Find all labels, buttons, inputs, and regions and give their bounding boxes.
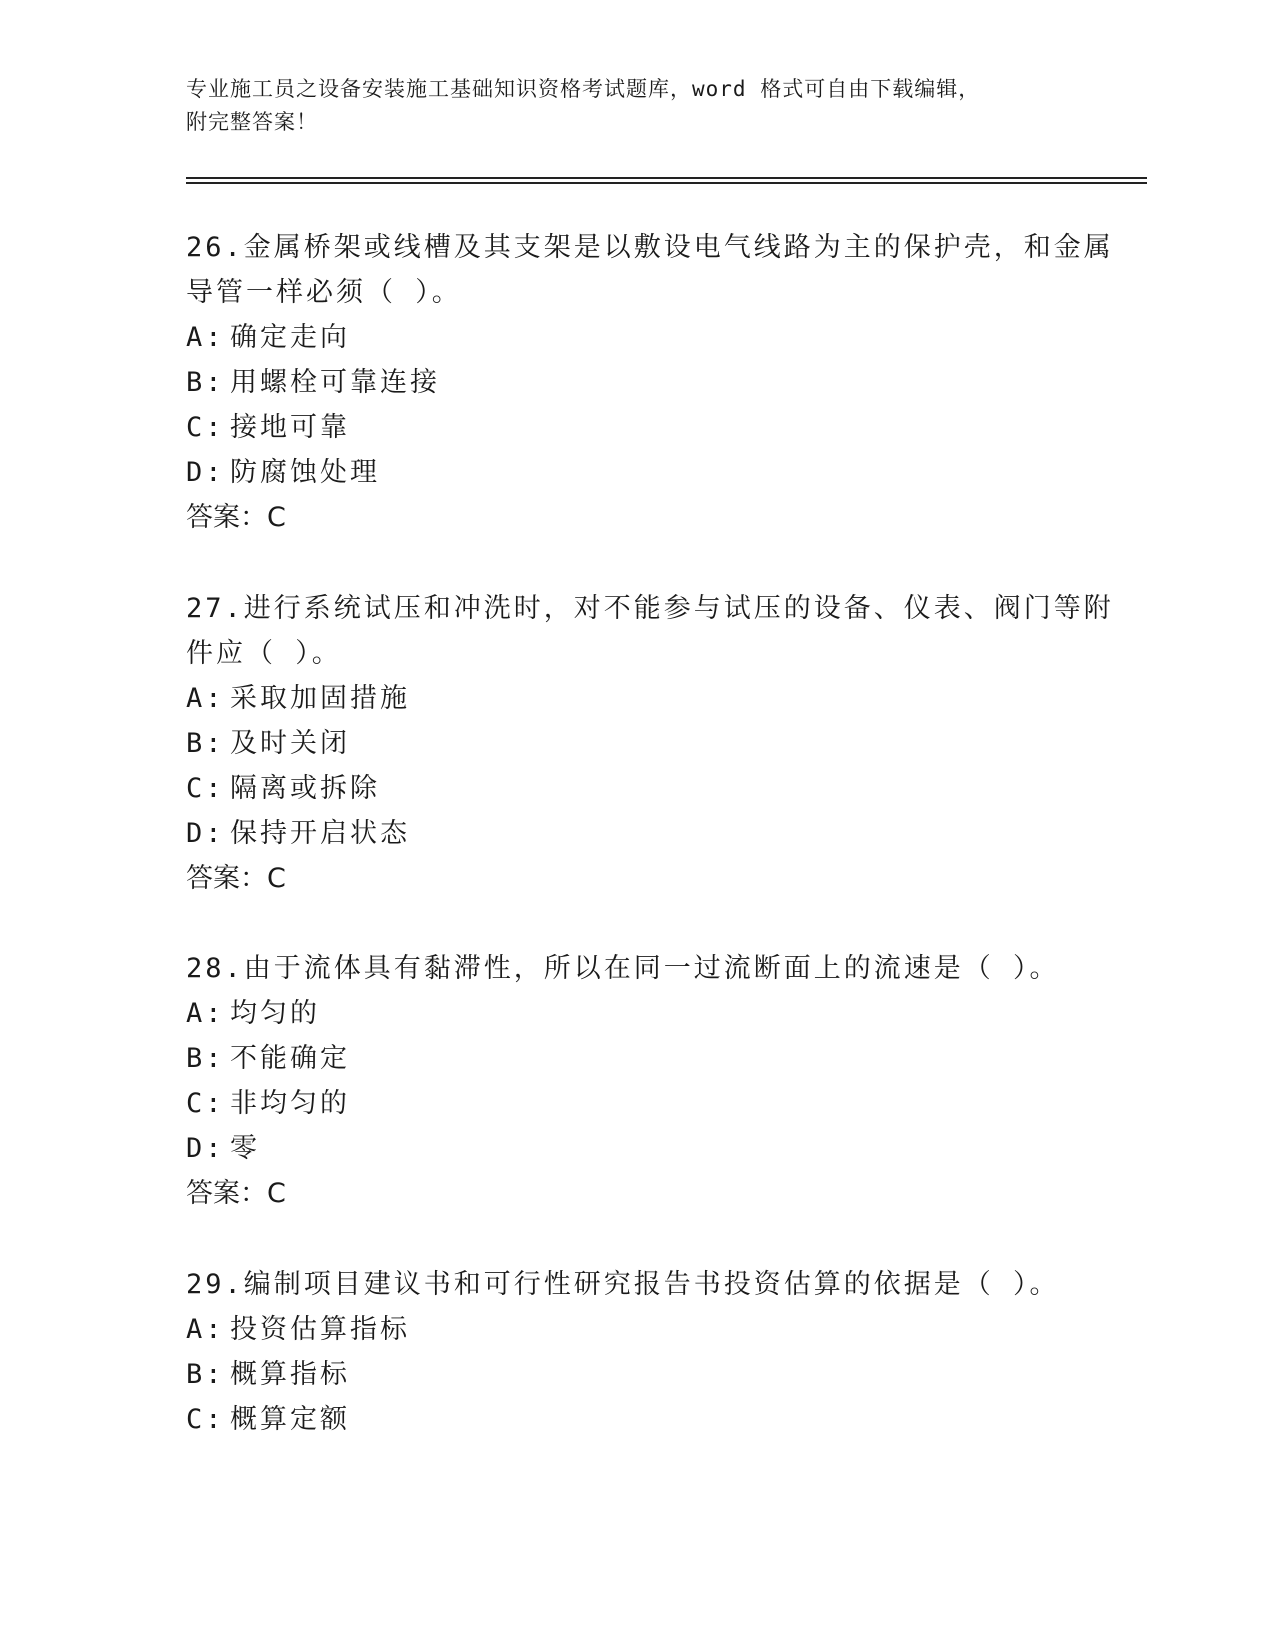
option-text: 确定走向 (230, 322, 350, 353)
option-letter: A: (186, 1314, 225, 1345)
option-text: 防腐蚀处理 (230, 457, 380, 488)
option-letter: B: (186, 1043, 225, 1074)
option-c (186, 766, 1086, 811)
answer-line: 答案：C (186, 1178, 286, 1209)
option-text: 均匀的 (230, 998, 320, 1029)
option-text: 不能确定 (230, 1043, 350, 1074)
option-text: 零 (230, 1133, 260, 1164)
option-letter: B: (186, 1359, 225, 1390)
question-26 (186, 225, 1114, 540)
question-28 (186, 946, 1086, 1216)
document-header (186, 73, 1066, 139)
question-27 (186, 586, 1114, 901)
option-letter: C: (186, 412, 225, 443)
question-text-line-2: 导管一样必须（ ）。 (186, 277, 462, 308)
option-a (186, 991, 1086, 1036)
option-a (186, 315, 1086, 360)
question-text-line-1: 27.进行系统试压和冲洗时，对不能参与试压的设备、仪表、阀门等附 (186, 593, 1114, 624)
option-letter: C: (186, 1088, 225, 1119)
question-text-line-2: 件应（ ）。 (186, 638, 342, 669)
question-text-line-1: 29.编制项目建议书和可行性研究报告书投资估算的依据是（ ）。 (186, 1269, 1060, 1300)
question-text-line-1: 28.由于流体具有黏滞性，所以在同一过流断面上的流速是（ ）。 (186, 953, 1060, 984)
option-b (186, 1036, 1086, 1081)
option-d (186, 811, 1086, 856)
option-text: 隔离或拆除 (230, 773, 380, 804)
header-rule-bottom (186, 182, 1147, 184)
option-letter: B: (186, 728, 225, 759)
option-letter: A: (186, 998, 225, 1029)
option-text: 用螺栓可靠连接 (230, 367, 440, 398)
option-text: 及时关闭 (230, 728, 350, 759)
option-letter: A: (186, 683, 225, 714)
option-d (186, 450, 1086, 495)
question-29 (186, 1262, 1086, 1442)
option-b (186, 1352, 1086, 1397)
option-a (186, 676, 1086, 721)
answer-line: 答案：C (186, 502, 286, 533)
answer-line: 答案：C (186, 863, 286, 894)
option-b (186, 721, 1086, 766)
header-line-2: 附完整答案！ (186, 110, 318, 134)
option-text: 概算定额 (230, 1404, 350, 1435)
option-letter: C: (186, 1404, 225, 1435)
option-letter: B: (186, 367, 225, 398)
option-letter: D: (186, 1133, 225, 1164)
option-b (186, 360, 1086, 405)
option-c (186, 1081, 1086, 1126)
option-c (186, 405, 1086, 450)
option-c (186, 1397, 1086, 1442)
option-text: 概算指标 (230, 1359, 350, 1390)
option-letter: A: (186, 322, 225, 353)
header-line-1: 专业施工员之设备安装施工基础知识资格考试题库，word 格式可自由下载编辑， (186, 77, 981, 101)
option-text: 投资估算指标 (230, 1314, 410, 1345)
option-text: 非均匀的 (230, 1088, 350, 1119)
option-text: 接地可靠 (230, 412, 350, 443)
option-a (186, 1307, 1086, 1352)
option-d (186, 1126, 1086, 1171)
option-text: 采取加固措施 (230, 683, 410, 714)
question-text-line-1: 26.金属桥架或线槽及其支架是以敷设电气线路为主的保护壳，和金属 (186, 232, 1114, 263)
option-letter: D: (186, 457, 225, 488)
option-letter: D: (186, 818, 225, 849)
option-text: 保持开启状态 (230, 818, 410, 849)
option-letter: C: (186, 773, 225, 804)
header-rule-top (186, 177, 1147, 179)
